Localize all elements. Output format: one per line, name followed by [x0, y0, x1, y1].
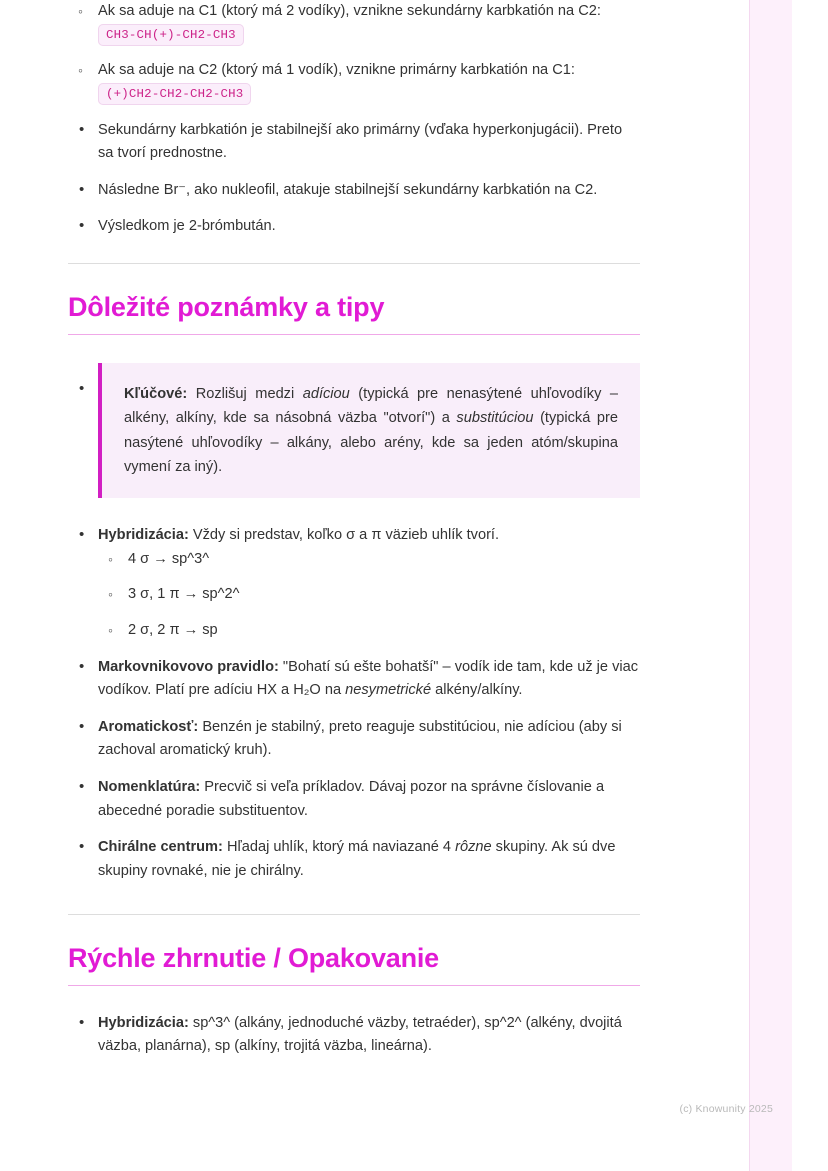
item-label: Markovnikovovo pravidlo: — [98, 658, 279, 675]
item-text: Vždy si predstav, koľko σ a π väzieb uhlík tvorí. — [188, 527, 500, 543]
code-chip: (+)CH2-CH2-CH2-CH3 — [98, 83, 251, 105]
callout-text-3: (typická pre nasýtené uhľovodíky – alkány, alebo arény, kde sa jeden atóm/skupina vymení za iný). — [124, 410, 618, 475]
item-text: Precvič si veľa príkladov. Dávaj pozor na správne číslovanie a abecedné poradie substituentov. — [98, 779, 605, 819]
callout-em-substitucia: substitúciou — [456, 410, 534, 427]
callout-em-adicia: adíciou — [302, 386, 350, 403]
item-em: rôzne — [455, 839, 492, 856]
list-item: • Sekundárny karbkatión je stabilnejší ako primárny (vďaka hyperkonjugácii). Preto sa tvorí prednostne. — [68, 119, 640, 166]
section-divider — [68, 263, 640, 264]
list-item — [68, 59, 640, 106]
callout-text-2: (typická pre nenasýtené uhľovodíky – alkény, alkíny, kde sa násobná väzba "otvorí") a — [124, 386, 618, 427]
item-label: Hybridizácia: — [98, 527, 189, 543]
carbocation-sublist — [68, 0, 640, 107]
list-item: ◦ 3 σ, 1 π → sp^2^ — [98, 583, 640, 607]
list-item — [68, 0, 640, 47]
list-item: • Následne Br⁻, ako nukleofil, atakuje stabilnejší sekundárny karbkatión na C2. — [68, 179, 640, 203]
item-text-a: Hľadaj uhlík, ktorý má naviazané 4 — [222, 839, 456, 856]
mechanism-notes-list — [68, 119, 640, 240]
sublist-text: Ak sa aduje na C1 (ktorý má 2 vodíky), vznikne sekundárny karbkatión na C2: — [98, 3, 601, 19]
section-title-underline — [68, 334, 640, 335]
section-title-notes: Dôležité poznámky a tipy — [68, 292, 385, 323]
item-label: Aromatickosť: — [98, 718, 199, 735]
sublist-text: Ak sa aduje na C2 (ktorý má 1 vodík), vznikne primárny karbkatión na C1: — [98, 62, 575, 79]
list-item-hybridizacia — [68, 524, 640, 643]
item-text: sp^3^ (alkány, jednoduché väzby, tetraéder), sp^2^ (alkény, dvojitá väzba, planárna), sp (alkíny, trojitá väzba, lineárna). — [98, 1014, 622, 1055]
item-label: Chirálne centrum: — [98, 839, 223, 856]
list-item: ◦ 2 σ, 2 π → sp — [98, 619, 640, 643]
summary-list — [68, 1012, 640, 1059]
tips-list — [68, 524, 640, 884]
key-callout-wrapper — [68, 363, 640, 498]
list-item-summary-hybridizacia — [68, 1012, 640, 1059]
key-callout — [98, 363, 640, 498]
list-item: ◦ 4 σ → sp^3^ — [98, 548, 640, 572]
copyright-credit: (c) Knowunity 2025 — [679, 1103, 773, 1115]
hybridizacia-sublist — [98, 548, 640, 643]
callout-label: Kľúčové: — [124, 386, 188, 403]
code-chip: CH3-CH(+)-CH2-CH3 — [98, 24, 244, 46]
list-item-aromatickost — [68, 716, 640, 763]
item-text-b: skupiny. Ak sú dve skupiny rovnaké, nie je chirálny. — [98, 839, 616, 880]
decorative-right-strip — [750, 0, 792, 1171]
section-title-underline-2 — [68, 985, 640, 986]
item-label: Hybridizácia: — [98, 1014, 189, 1031]
list-item: • Výsledkom je 2-brómbután. — [68, 215, 640, 239]
item-em: nesymetrické — [345, 682, 432, 699]
decorative-right-rule — [749, 0, 750, 1171]
document-content — [68, 0, 640, 1072]
list-item-nomenklatura — [68, 776, 640, 823]
item-text-a: "Bohatí sú ešte bohatší" – vodík ide tam, kde už je viac vodíkov. Platí pre adíciu HX a H₂O na — [98, 658, 639, 699]
item-text: Benzén je stabilný, preto reaguje substitúciou, nie adíciou (aby si zachoval aromatický kruh). — [98, 718, 622, 759]
section-divider-2 — [68, 914, 640, 915]
item-label: Nomenklatúra: — [98, 779, 201, 796]
list-item-markovnikov — [68, 656, 640, 703]
section-title-summary: Rýchle zhrnutie / Opakovanie — [68, 942, 440, 973]
callout-text-1: Rozlišuj medzi — [195, 386, 295, 403]
item-text-b: alkény/alkíny. — [431, 682, 523, 699]
list-item-chiralne-centrum — [68, 836, 640, 883]
